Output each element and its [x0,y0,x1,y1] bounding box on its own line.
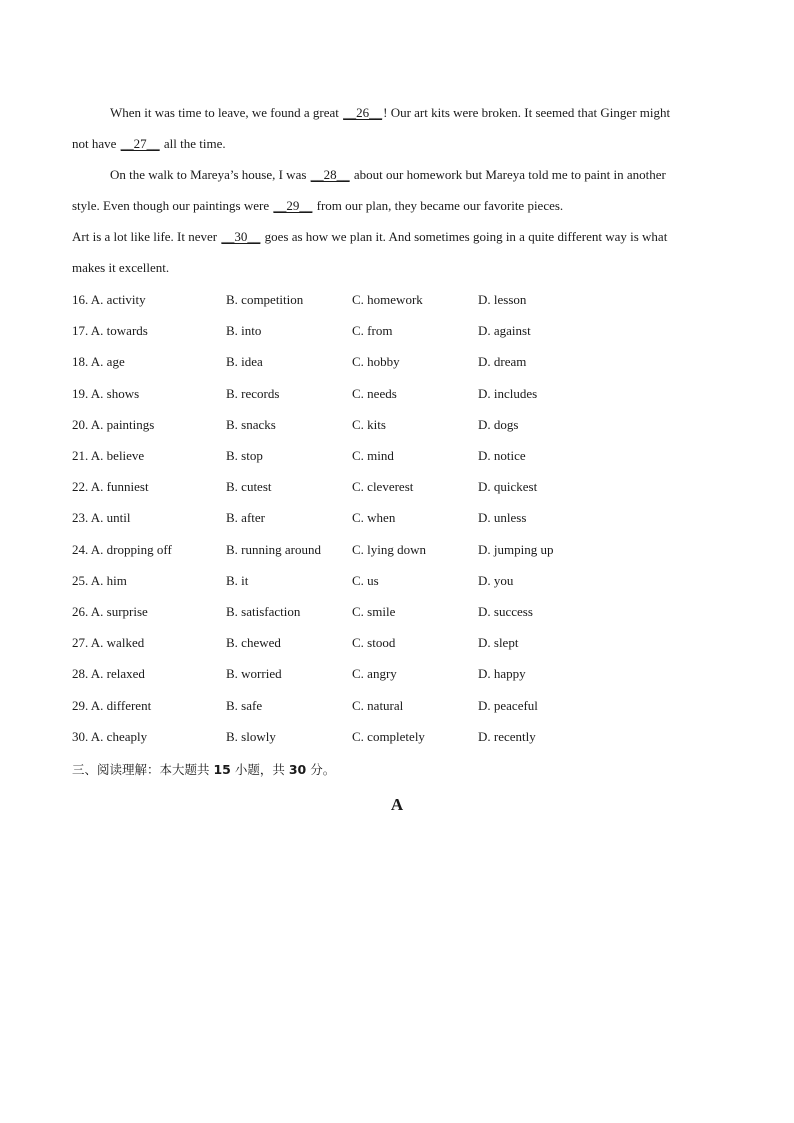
option-d: D. dogs [478,417,519,432]
option-c: C. needs [352,386,397,401]
passage-text: On the walk to Mareya’s house, I was [110,167,310,182]
option-d: D. includes [478,386,538,401]
option-b: B. it [226,573,249,588]
option-a: 29. A. different [72,698,152,713]
option-a: 30. A. cheaply [72,729,148,744]
option-c: C. cleverest [352,479,414,494]
option-b: B. into [226,323,262,338]
points-count: 30 [288,762,307,777]
option-c: C. mind [352,448,394,463]
passage-text: When it was time to leave, we found a great [110,105,343,120]
option-c: C. kits [352,417,386,432]
option-d: D. jumping up [478,542,554,557]
blank-27: __27__ [120,136,160,151]
option-b: B. safe [226,698,263,713]
passage-text: about our homework but Mareya told me to paint in another [350,167,666,182]
option-d: D. slept [478,635,519,650]
option-a: 27. A. walked [72,635,145,650]
option-d: D. notice [478,448,526,463]
passage-text: style. Even though our paintings were [72,198,273,213]
option-a: 22. A. funniest [72,479,149,494]
blank-28: __28__ [310,167,350,182]
option-b: B. records [226,386,280,401]
option-a: 26. A. surprise [72,604,148,619]
option-d: D. peaceful [478,698,538,713]
passage-text: makes it excellent. [72,260,170,275]
option-a: 21. A. believe [72,448,145,463]
option-a: 20. A. paintings [72,417,155,432]
option-b: B. satisfaction [226,604,301,619]
option-c: C. us [352,573,379,588]
option-c: C. lying down [352,542,427,557]
blank-29: __29__ [273,198,313,213]
passage-line-1 [110,105,670,121]
section-heading-text: 小题，共 [230,762,289,777]
option-b: B. cutest [226,479,272,494]
option-c: C. hobby [352,354,400,369]
section-heading-text: 三、阅读理解：本大题共 [72,762,214,777]
option-a: 18. A. age [72,354,125,369]
option-a: 23. A. until [72,510,131,525]
option-b: B. worried [226,666,282,681]
passage-text: Art is a lot like life. It never [72,229,221,244]
section-heading-text: 分。 [306,762,336,777]
option-c: C. homework [352,292,423,307]
option-a: 17. A. towards [72,323,148,338]
option-b: B. chewed [226,635,281,650]
passage-text: not have [72,136,120,151]
option-a: 16. A. activity [72,292,146,307]
passage-text: from our plan, they became our favorite pieces. [313,198,564,213]
blank-30: __30__ [221,229,261,244]
question-count: 15 [213,762,231,777]
option-a: 19. A. shows [72,386,140,401]
passage-text: ! Our art kits were broken. It seemed that Ginger might [383,105,671,120]
passage-text: goes as how we plan it. And sometimes going in a quite different way is what [261,229,668,244]
passage-text: all the time. [160,136,226,151]
passage-line-3 [110,167,666,183]
option-c: C. natural [352,698,404,713]
option-b: B. running around [226,542,321,557]
option-b: B. after [226,510,265,525]
option-b: B. stop [226,448,263,463]
option-a: 24. A. dropping off [72,542,172,557]
option-c: C. when [352,510,396,525]
option-a: 28. A. relaxed [72,666,145,681]
option-b: B. slowly [226,729,276,744]
option-d: D. success [478,604,533,619]
option-d: D. recently [478,729,536,744]
option-a: 25. A. him [72,573,127,588]
passage-line-2 [72,136,226,152]
option-d: D. unless [478,510,527,525]
option-d: D. against [478,323,531,338]
option-d: D. dream [478,354,527,369]
option-c: C. completely [352,729,425,744]
passage-line-6 [72,260,169,276]
option-b: B. idea [226,354,263,369]
passage-line-5 [72,229,667,245]
option-c: C. stood [352,635,396,650]
passage-line-4 [72,198,563,214]
part-label: A [390,795,404,814]
option-c: C. angry [352,666,397,681]
option-d: D. happy [478,666,526,681]
option-d: D. quickest [478,479,538,494]
blank-26: __26__ [343,105,383,120]
option-b: B. competition [226,292,304,307]
option-d: D. lesson [478,292,527,307]
section-heading [72,760,335,778]
option-c: C. from [352,323,393,338]
option-c: C. smile [352,604,396,619]
option-d: D. you [478,573,514,588]
option-b: B. snacks [226,417,276,432]
